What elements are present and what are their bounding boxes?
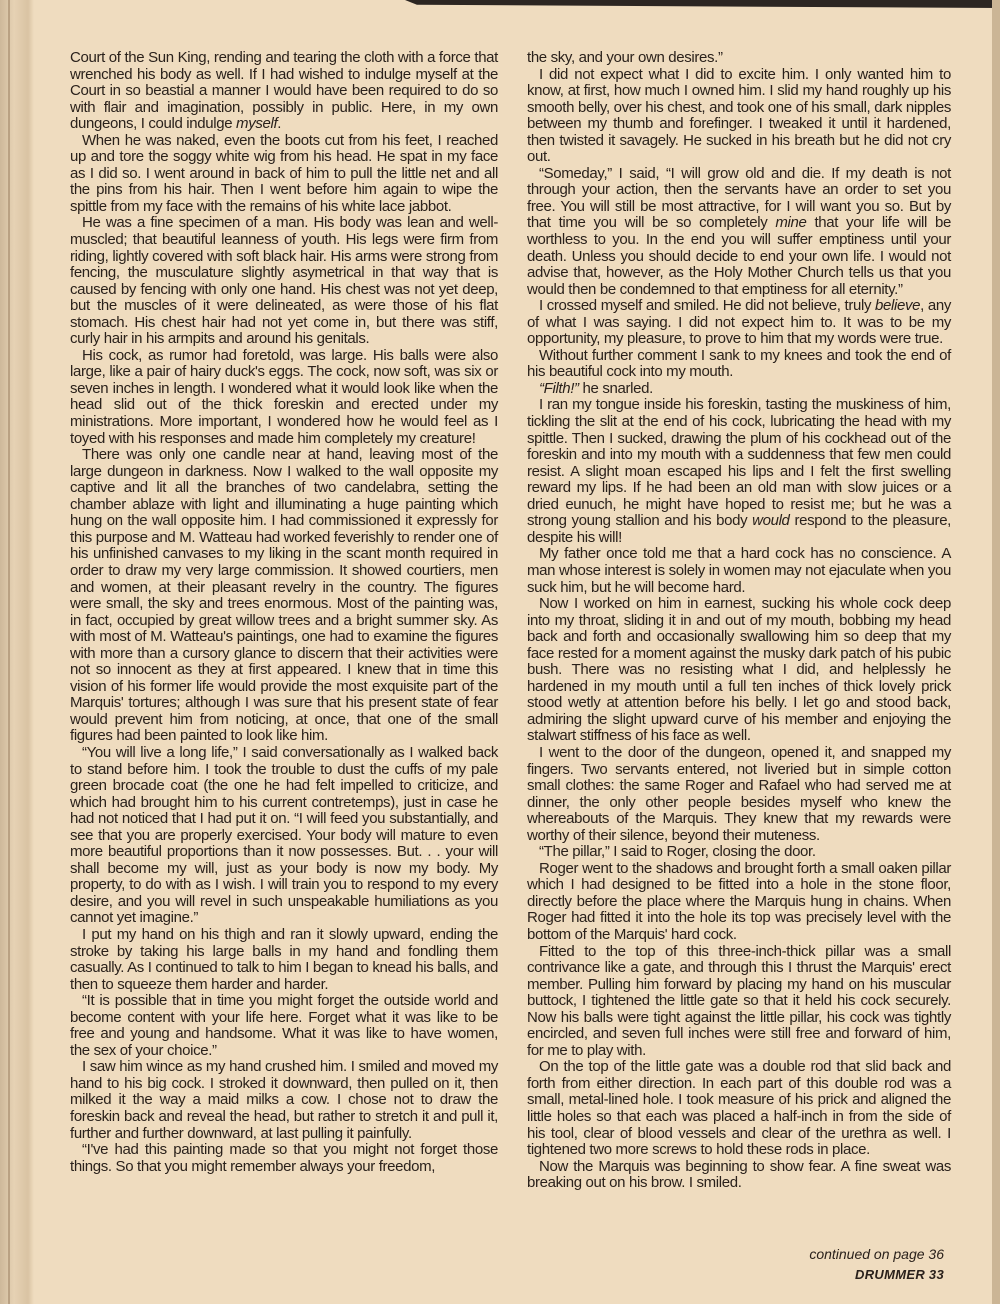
paragraph [527, 546, 951, 596]
text-run: . [277, 115, 282, 133]
paragraph [70, 348, 498, 447]
italic-text: believe [875, 297, 921, 315]
text-run: I crossed myself and smiled. He did not believe, truly [539, 297, 876, 315]
italic-text: would [752, 512, 790, 530]
paragraph [70, 447, 498, 745]
text-run: I put my hand on his thigh and ran it slowly upward, ending the stroke by taking his large balls in my hand and fondling them casually. As I continued to talk to him I began to knead his balls, and then to squeeze them harder and harder. [70, 925, 498, 993]
text-run: Court of the Sun King, rending and tearing the cloth with a force that wrenched his body as well. If I had wished to indulge myself at the Court in so beastial a manner I would have been required to do so with flair and imagination, possibly in public. Here, in my own dungeons, I could indulge [70, 49, 498, 133]
binding-edge [8, 0, 10, 1304]
text-run: the sky, and your own desires.” [527, 49, 723, 66]
paragraph [527, 348, 951, 381]
paragraph [527, 844, 951, 861]
page-gutter-shadow [0, 0, 34, 1304]
paragraph [527, 1159, 951, 1192]
paragraph [70, 1059, 498, 1142]
italic-text: “Filth!” [539, 379, 579, 397]
paragraph [527, 381, 951, 398]
text-run: Fitted to the top of this three-inch-thick pillar was a small contrivance like a gate, and through this I thrust the Marquis' erect member. Pulling him forward by placing my hand on his muscular buttock, I tightened the little gate so that it held his cock securely. Now his balls were tight against the little pillar, his cock was tightly encircled, and seven full inches were still free and forward of him, for me to play with. [527, 942, 951, 1059]
paragraph [527, 166, 951, 298]
text-run: There was only one candle near at hand, leaving most of the large dungeon in darkness. Now I walked to the wall opposite my captive and lit all the branches of two candelabra, setting the chamber ablaze with light and illuminating a huge painting which hung on the wall opposite him. I had commissioned it expressly for this purpose and M. Watteau had worked feverishly to render one of his unfinished canvases to my liking in the scant month required in order to draw my very large commission. It showed courtiers, men and women, at their pleasant revelry in the country. The figures were small, the sky and trees enormous. Most of the painting was, in fact, occupied by great willow trees and a bright summer sky. As with most of M. Watteau's paintings, one had to examine the figures with more than a cursory glance to discern that their activities were not so innocent as they at first appeared. I knew that in time this vision of his former life would provide the most exquisite part of the Marquis' tortures; although I was sure that his present state of fear would prevent him from noticing, at once, that one of the small figures had been painted to look like him. [70, 446, 498, 745]
text-run: Now I worked on him in earnest, sucking his whole cock deep into my throat, sliding it in and out of my mouth, bobbing my head back and forth and occasionally swallowing him so deep that my face rested for a moment against the musky dark patch of his pubic bush. There was no resisting what I did, and helplessly he hardened in my mouth until a full ten inches of thick lovely prick stood wetly at attention before his belly. I let go and stood back, admiring the slight upward curve of his member and enjoying the stalwart stiffness of his face as well. [527, 595, 951, 745]
text-run: Without further comment I sank to my knees and took the end of his beautiful cock into my mouth. [527, 346, 951, 381]
text-run: he snarled. [578, 379, 653, 397]
text-run: “It is possible that in time you might forget the outside world and become content with your life here. Forget what it was like to be free and young and handsome. What it was like to have women, the sex of your choice.” [70, 992, 498, 1059]
text-run: respond to the pleasure, despite his will! [527, 512, 952, 546]
text-column-right [527, 50, 951, 1192]
paragraph [527, 596, 951, 745]
paragraph [527, 298, 951, 348]
text-run: I did not expect what I did to excite him. I only wanted him to know, at first, how much I owned him. I slid my hand roughly up his smooth belly, over his chest, and took one of his small, dark nipples between my thumb and forefinger. I tweaked it until it hardened, then twisted it savagely. He sucked in his breath but he did not cry out. [527, 65, 951, 166]
text-run: that your life will be worthless to you. In the end you will suffer emptiness until your death. Unless you should decide to end your own life. I would not advise that, however, as the Holy Mother Church tells us that you would then be condemned to that emptiness for all eternity.” [527, 214, 951, 298]
paragraph [527, 745, 951, 844]
paragraph [70, 1142, 498, 1175]
text-run: On the top of the little gate was a double rod that slid back and forth from either direction. In each part of this double rod was a small, metal-lined hole. I took measure of his prick and aligned the little holes so that each was placed a half-inch in from the side of his tool, clear of blood vessels and clear of the urethra as well. I tightened two more screws to hold these rods in place. [527, 1058, 951, 1159]
continued-note: continued on page 36 [809, 1246, 944, 1262]
text-run: “You will live a long life,” I said conversationally as I walked back to stand before him. I took the trouble to dust the cuffs of my pale green brocade coat (the one he had felt impelled to criticize, and which had brought him to his current contretemps), just in case he had not noticed that I had put it on. “I will feed you substantially, and see that you are properly exercised. Your body will mature to even more beautiful proportions than it now possesses. But. . . your will shall become my will, just as your body is now my body. My property, to do with as I wish. I will train you to respond to my every desire, and you will revel in such unspeakable humiliations as you cannot yet imagine.” [70, 743, 498, 927]
text-run: “The pillar,” I said to Roger, closing the door. [539, 843, 816, 861]
paragraph [527, 50, 951, 67]
text-run: Roger went to the shadows and brought forth a small oaken pillar which I had designed to be fitted into a hole in the stone floor, directly before the place where the Marquis hung in chains. When Roger had fitted it into the hole its top was precisely level with the bottom of the Marquis' hard cock. [527, 859, 951, 943]
text-run: He was a fine specimen of a man. His body was lean and well-muscled; that beautiful leanness of youth. His legs were firm from riding, lightly covered with soft black hair. His arms were strong from fencing, the musculature slightly asymetrical in that way that is caused by fencing with only one hand. His chest was not yet deep, but the muscles of it were delineated, as were those of his flat stomach. His chest hair had not yet come in, but there was stiff, curly hair in his armpits and around his genitals. [70, 214, 498, 348]
italic-text: myself [236, 115, 278, 133]
paragraph [70, 927, 498, 993]
paragraph [70, 745, 498, 927]
text-run: , any of what I was saying. I did not expect him to. It was to be my opportunity, my pleasure, to prove to him that my words were true. [527, 297, 951, 348]
text-column-left [70, 50, 498, 1175]
text-run: Now the Marquis was beginning to show fear. A fine sweat was breaking out on his brow. I smiled. [527, 1157, 951, 1192]
text-run: I went to the door of the dungeon, opened it, and snapped my fingers. Two servants entered, not liveried but in simple cotton small clothes: the same Roger and Rafael who had served me at dinner, the only other people besides myself who knew the whereabouts of the Marquis. They knew that my rewards were worthy of their silence, beyond their muteness. [527, 743, 951, 844]
paragraph [527, 1059, 951, 1158]
page-folio: DRUMMER 33 [855, 1267, 944, 1282]
top-edge-bar [405, 0, 1000, 8]
text-run: My father once told me that a hard cock has no conscience. A man whose interest is solely in women may not ejaculate when you suck him, but he will become hard. [527, 545, 951, 596]
paragraph [527, 944, 951, 1060]
text-run: His cock, as rumor had foretold, was large. His balls were also large, like a pair of hairy duck's eggs. The cock, now soft, was six or seven inches in length. I wondered what it would look like when the head slid out of the thick foreskin and erected under my ministrations. More important, I wondered how he would feel as I toyed with his responses and made him completely my creature! [70, 346, 498, 447]
right-page-edge [992, 0, 1000, 1304]
paragraph [527, 861, 951, 944]
paragraph [70, 993, 498, 1059]
text-run: I ran my tongue inside his foreskin, tasting the muskiness of him, tickling the slit at the end of his cock, lubricating the head with my spittle. Then I sucked, drawing the plum of his cockhead out of the foreskin and into my mouth with a suddenness that few men could resist. A slight moan escaped his lips and I felt the first swelling reward my lips. If he had been an old man with slow juices or a dried eunuch, he might have hoped to resist me; but he was a strong young stallion and his body [527, 396, 951, 530]
italic-text: mine [775, 214, 807, 232]
paragraph [70, 50, 498, 133]
text-run: I saw him wince as my hand crushed him. I smiled and moved my hand to his big cock. I stroked it downward, then pulled on it, then milked it the way a maid milks a cow. I chose not to draw the foreskin back and reveal the head, but rather to stretch it and pull it, further and further downward, at last pulling it painfully. [70, 1058, 498, 1142]
paragraph [70, 215, 498, 347]
paragraph [527, 397, 951, 546]
paragraph [527, 67, 951, 166]
text-run: When he was naked, even the boots cut from his feet, I reached up and tore the soggy white wig from his head. He spat in my face as I did so. I went around in back of him to pull the little net and all the pins from his hair. Then I went before him again to wipe the spittle from my face with the remains of his white lace jabbot. [70, 131, 498, 215]
text-run: “I've had this painting made so that you might not forget those things. So that you might remember always your freedom, [70, 1141, 498, 1175]
paragraph [70, 133, 498, 216]
text-run: “Someday,” I said, “I will grow old and die. If my death is not through your action, then the servants have an order to set you free. You will still be most attractive, for I will want you so. But by that time you will be so completely [527, 164, 951, 232]
